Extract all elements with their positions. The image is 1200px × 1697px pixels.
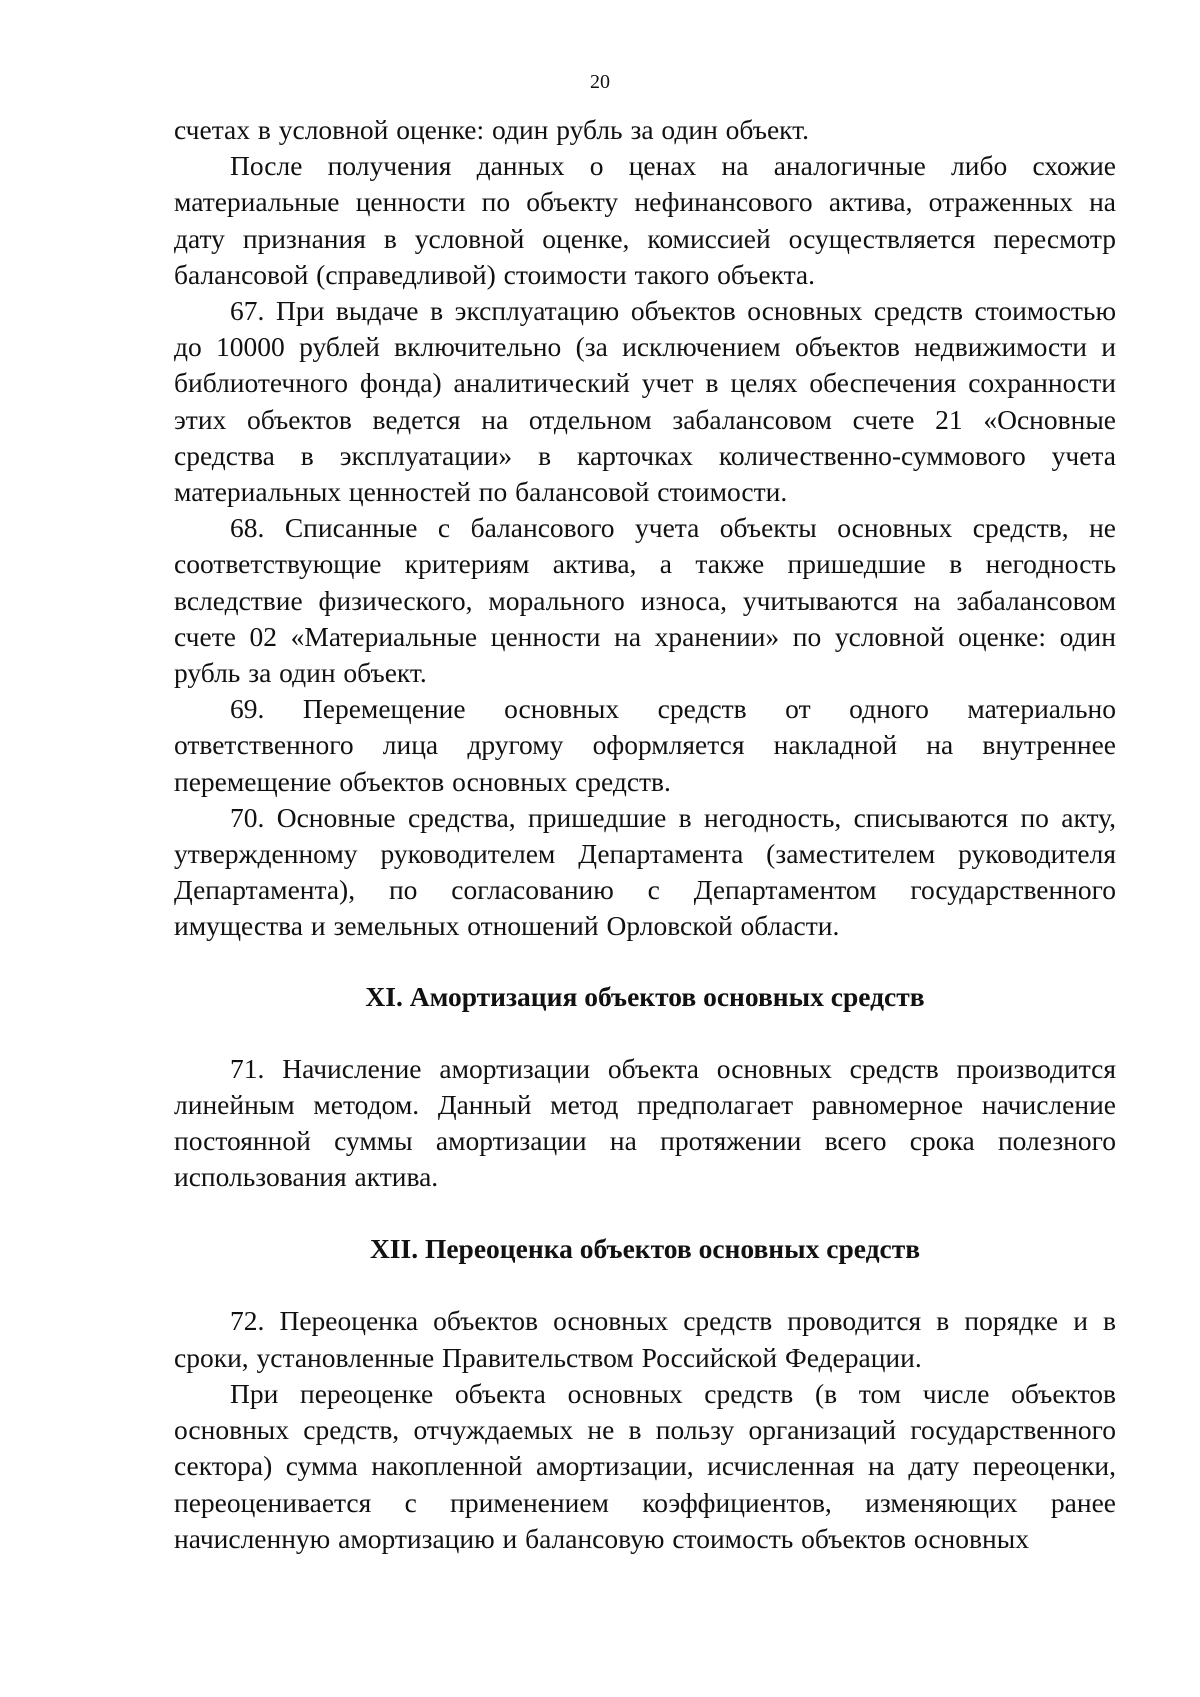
paragraph-continuation: счетах в условной оценке: один рубль за один объект. (174, 114, 809, 145)
paragraph-70: 70. Основные средства, пришедшие в негодность, списываются по акту, утвержденному руководителем Департамента (заместителем руководителя Департамента), по согласованию с Департаментом государственного имущества и земельных отношений Орловской области. (174, 801, 1116, 942)
paragraph-69: 69. Перемещение основных средств от одного материально ответственного лица другому оформляется накладной на внутреннее перемещение объектов основных средств. (174, 693, 1116, 797)
section-heading-xii: XII. Переоценка объектов основных средств (369, 1233, 921, 1265)
paragraph-revaluation-note: После получения данных о ценах на аналогичные либо схожие материальные ценности по объекту нефинансового актива, отраженных на дату признания в условной оценке, комиссией осуществляется пересмотр балансовой (справедливой) стоимости такого объекта. (174, 150, 1116, 290)
paragraph-71: 71. Начисление амортизации объекта основных средств производится линейным методом. Данный метод предполагает равномерное начисление постоянной суммы амортизации на протяжении всего срока полезного использования актива. (174, 1052, 1116, 1193)
section-heading-xi: XI. Амортизация объектов основных средств (365, 980, 925, 1012)
paragraph-67: 67. При выдаче в эксплуатацию объектов основных средств стоимостью до 10000 рублей включительно (за исключением объектов недвижимости и библиотечного фонда) аналитический учет в целях обеспечения сохранности этих объектов ведется на отдельном забалансовом счете 21 «Основные средства в эксплуатации» в карточках количественно-суммового учета материальных ценностей по балансовой стоимости. (174, 295, 1116, 508)
paragraph-72: 72. Переоценка объектов основных средств проводится в порядке и в сроки, установленные Правительством Российской Федерации. (174, 1305, 1116, 1373)
paragraph-68: 68. Списанные с балансового учета объекты основных средств, не соответствующие критериям актива, а также пришедшие в негодность вследствие физического, морального износа, учитываются на забалансовом счете 02 «Материальные ценности на хранении» по условной оценке: один рубль за один объект. (174, 512, 1116, 689)
document-body (174, 112, 1116, 1557)
paragraph-revaluation-depreciation: При переоценке объекта основных средств (в том числе объектов основных средств, отчуждаемых не в пользу организаций государственного сектора) сумма накопленной амортизации, исчисленная на дату переоценки, переоценивается с применением коэффициентов, изменяющих ранее начисленную амортизацию и балансовую стоимость объектов основных (174, 1377, 1116, 1554)
page-number: 20 (590, 71, 610, 93)
